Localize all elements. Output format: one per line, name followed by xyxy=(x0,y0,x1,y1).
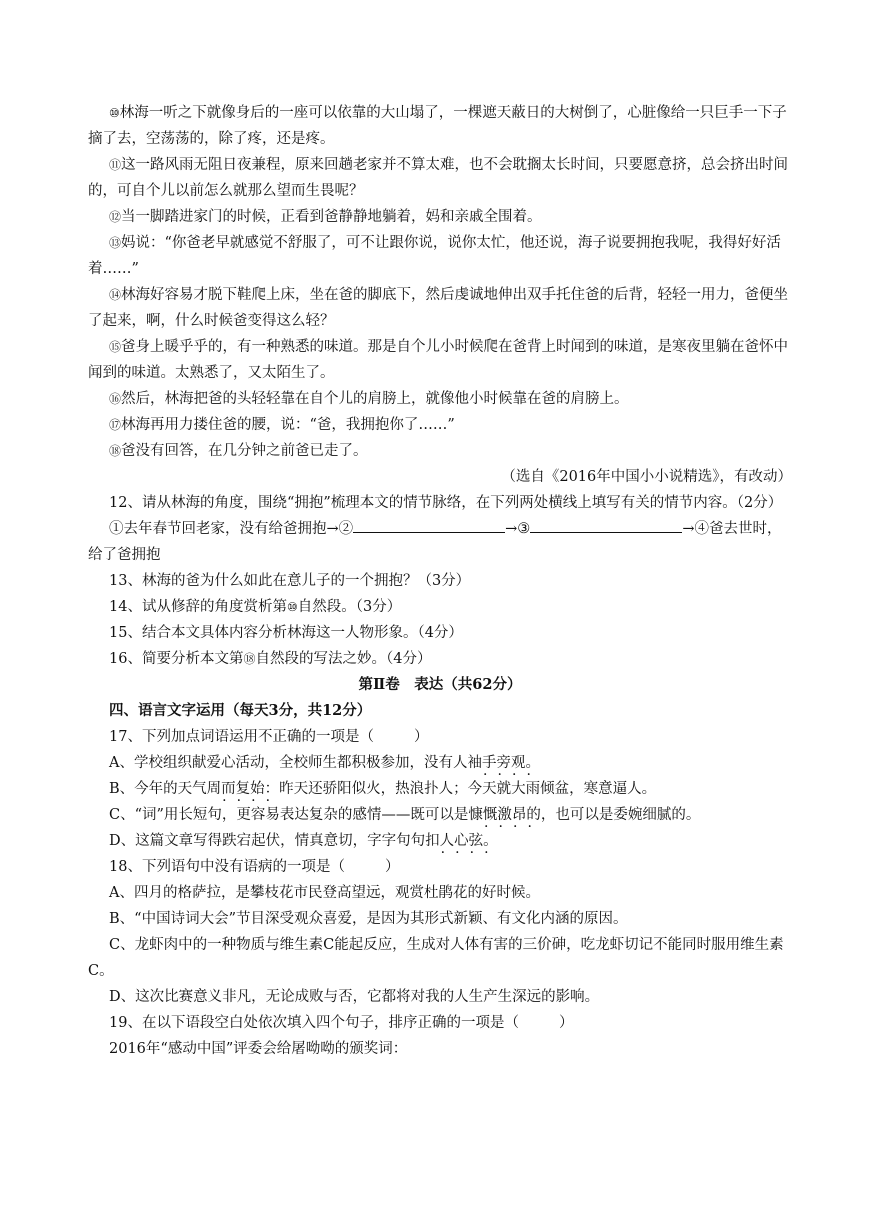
paragraph-number: ⑰ xyxy=(109,418,122,432)
option-text: 。 xyxy=(483,833,498,849)
option-text: A、学校组织献爱心活动，全校师生都积极参加，没有人 xyxy=(109,755,468,771)
outline-part-2: →③ xyxy=(505,521,531,537)
outline-part-1: ①去年春节回老家，没有给爸拥抱→② xyxy=(109,521,354,537)
dotted-word xyxy=(468,807,526,823)
story-paragraph-16 xyxy=(88,386,792,412)
emphasis-char: 观 xyxy=(510,755,526,771)
paragraph-number: ⑫ xyxy=(109,210,122,224)
paragraph-text: 林海一听之下就像身后的一座可以依靠的大山塌了，一棵遮天蔽日的大树倒了，心脏像给一只巨手一下子摘了去，空荡荡的，除了疼，还是疼。 xyxy=(88,105,787,147)
question-18-option-c: C、龙虾肉中的一种物质与维生素C能起反应，生成对人体有害的三价砷，吃龙虾切记不能同时服用维生素C。 xyxy=(88,937,784,979)
paragraph-number: ⑯ xyxy=(109,392,122,406)
question-text: ） xyxy=(384,859,400,875)
question-text: 17、下列加点词语运用不正确的一项是（ xyxy=(109,729,374,745)
option-text: B、今年的天气 xyxy=(109,781,207,797)
question-text: 19、在以下语段空白处依次填入四个句子，排序正确的一项是（ xyxy=(109,1015,519,1031)
outline-part-3: →④爸去世时，给了爸拥抱 xyxy=(88,521,782,563)
story-paragraph-17 xyxy=(88,412,792,438)
paragraph-number: ⑱ xyxy=(243,652,256,666)
paragraph-text: 妈说：“你爸老早就感觉不舒服了，可不让跟你说，说你太忙，他还说，海子说要拥抱我呢，我得好好活着……” xyxy=(88,235,781,277)
emphasis-char: 激 xyxy=(497,807,512,823)
emphasis-char: 弦 xyxy=(468,833,484,849)
emphasis-char: 人 xyxy=(439,833,455,849)
paragraph-text: 林海再用力搂住爸的腰，说：“爸，我拥抱你了……” xyxy=(121,417,455,433)
option-text: ：昨天还骄阳似火，热浪扑人；今天就大雨倾盆，寒意逼人。 xyxy=(264,781,657,797)
paragraph-text: 爸没有回答，在几分钟之前爸已走了。 xyxy=(121,443,368,459)
option-text: 。 xyxy=(525,755,540,771)
question-12-outline xyxy=(88,516,792,568)
question-14 xyxy=(88,594,792,620)
section-2-title: 第Ⅱ卷 表达（共62分） xyxy=(358,676,522,693)
question-18-option-d: D、这次比赛意义非凡，无论成败与否，它都将对我的人生产生深远的影响。 xyxy=(109,989,600,1005)
question-17-option-c xyxy=(88,802,792,828)
emphasis-char: 昂 xyxy=(511,807,527,823)
question-text: ） xyxy=(413,729,429,745)
question-16 xyxy=(88,646,792,672)
option-text: C、“词”用长短句，更容易表达复杂的感情——既可以是 xyxy=(109,807,469,823)
emphasis-char: 复 xyxy=(235,781,251,797)
paragraph-number: ⑬ xyxy=(109,236,122,250)
page-content xyxy=(88,100,792,1062)
question-text: 14、试从修辞的角度赏析第 xyxy=(109,599,287,615)
question-17-option-b xyxy=(88,776,792,802)
story-paragraph-14 xyxy=(88,282,792,334)
paragraph-number: ⑱ xyxy=(109,444,122,458)
story-paragraph-11 xyxy=(88,152,792,204)
paragraph-text: 爸身上暖乎乎的，有一种熟悉的味道。那是自个儿小时候爬在爸背上时闻到的味道，是寒夜里躺在爸怀中闻到的味道。太熟悉了，又太陌生了。 xyxy=(88,339,789,381)
question-12: 12、请从林海的角度，围绕“拥抱”梳理本文的情节脉络，在下列两处横线上填写有关的情节内容。（2分） xyxy=(109,495,783,511)
answer-blank-2[interactable] xyxy=(353,516,505,533)
paragraph-number: ⑩ xyxy=(109,106,120,120)
emphasis-char: 慷 xyxy=(468,807,483,823)
question-18-option-b: B、“中国诗词大会”节目深受观众喜爱，是因为其形式新颖、有文化内涵的原因。 xyxy=(109,911,628,927)
emphasis-char: 周 xyxy=(206,781,222,797)
question-17-stem xyxy=(88,724,792,750)
story-paragraph-12 xyxy=(88,204,792,230)
paragraph-text: 然后，林海把爸的头轻轻靠在自个儿的肩膀上，就像他小时候靠在爸的肩膀上。 xyxy=(121,391,629,407)
option-text: D、这篇文章写得跌宕起伏，情真意切，字字句句 xyxy=(109,833,426,849)
question-text: ） xyxy=(558,1015,574,1031)
story-paragraph-10 xyxy=(88,100,792,152)
question-text: 自然段。（3分） xyxy=(297,599,402,615)
option-text: 的，也可以是委婉细腻的。 xyxy=(526,807,701,823)
question-19-intro: 2016年“感动中国”评委会给屠呦呦的颁奖词： xyxy=(109,1041,408,1057)
emphasis-char: 慨 xyxy=(482,807,498,823)
emphasis-char: 袖 xyxy=(467,755,482,771)
question-13: 13、林海的爸为什么如此在意儿子的一个拥抱？（3分） xyxy=(109,573,471,589)
question-text: 16、简要分析本文第 xyxy=(109,651,244,667)
question-19-stem xyxy=(88,1010,792,1036)
paragraph-text: 林海好容易才脱下鞋爬上床，坐在爸的脚底下，然后虔诚地伸出双手托住爸的后背，轻轻一用力，爸便坐了起来，啊，什么时候爸变得这么轻？ xyxy=(88,287,789,329)
story-paragraph-15 xyxy=(88,334,792,386)
emphasis-char: 始 xyxy=(250,781,265,797)
dotted-word xyxy=(207,781,265,797)
emphasis-char: 旁 xyxy=(496,755,511,771)
story-paragraph-18 xyxy=(88,438,792,464)
question-18-option-a: A、四月的格萨拉，是攀枝花市民登高望远，观赏杜鹃花的好时候。 xyxy=(109,885,540,901)
paragraph-number: ⑭ xyxy=(109,288,122,302)
emphasis-char: 扣 xyxy=(425,833,440,849)
paragraph-number: ⑮ xyxy=(109,340,122,354)
emphasis-char: 心 xyxy=(454,833,469,849)
question-17-option-d xyxy=(88,828,792,854)
paragraph-number: ⑩ xyxy=(286,600,298,614)
dotted-word xyxy=(467,755,525,771)
answer-blank-3[interactable] xyxy=(530,516,682,533)
paragraph-number: ⑪ xyxy=(109,158,122,172)
question-text: 自然段的写法之妙。（4分） xyxy=(255,651,432,667)
emphasis-char: 而 xyxy=(221,781,236,797)
paragraph-text: 这一路风雨无阻日夜兼程，原来回趟老家并不算太难，也不会耽搁太长时间，只要愿意挤，总会挤出时间的，可自个儿以前怎么就那么望而生畏呢？ xyxy=(88,157,789,199)
section-heading: 四、语言文字运用（每天3分，共12分） xyxy=(109,702,372,719)
question-15: 15、结合本文具体内容分析林海这一人物形象。（4分） xyxy=(109,625,463,641)
dotted-word xyxy=(425,833,483,849)
question-17-option-a xyxy=(88,750,792,776)
question-text: 18、下列语句中没有语病的一项是（ xyxy=(109,859,345,875)
story-source: （选自《2016年中国小小说精选》，有改动） xyxy=(501,469,792,485)
paragraph-text: 当一脚踏进家门的时候，正看到爸静静地躺着，妈和亲戚全围着。 xyxy=(121,209,542,225)
emphasis-char: 手 xyxy=(481,755,497,771)
story-paragraph-13 xyxy=(88,230,792,282)
